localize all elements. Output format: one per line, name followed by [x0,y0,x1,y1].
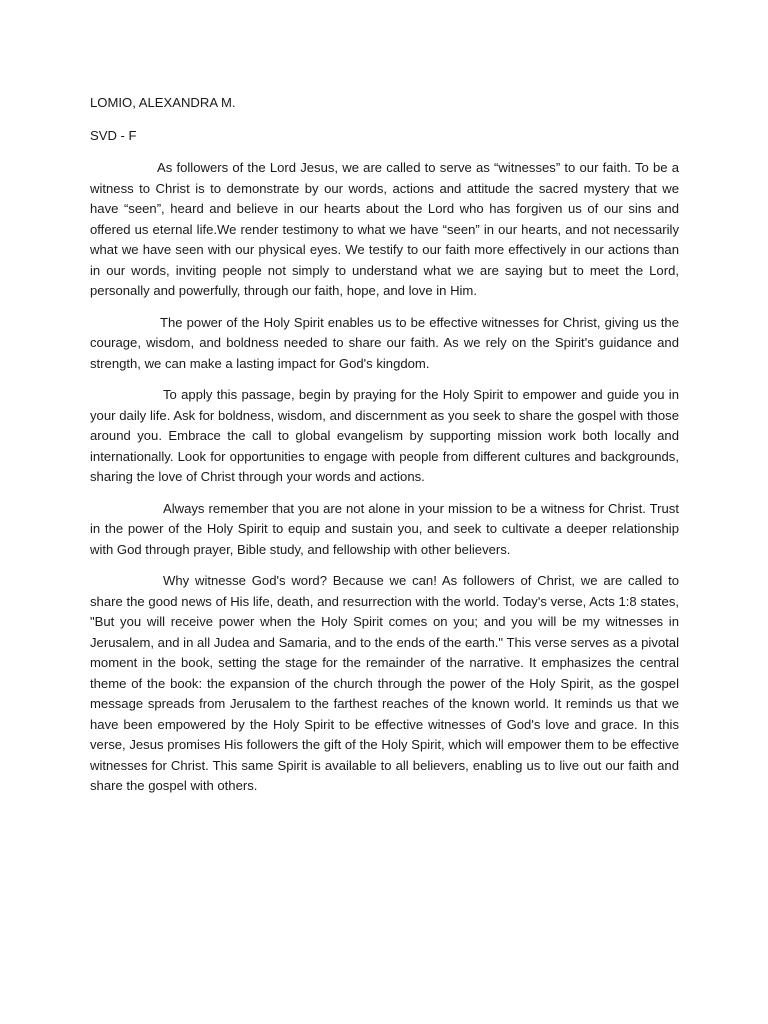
paragraph-why-witness: Why witnesse God's word? Because we can! As followers of Christ, we are called to share the good news of His life, death, and resurrection with the world. Today's verse, Acts 1:8 states, "But you will receive power when the Holy Spirit comes on you; and you will be my witnesses in Jerusalem, and in all Judea and Samaria, and to the ends of the earth." This verse serves as a pivotal moment in the book, setting the stage for the remainder of the narrative. It emphasizes the central theme of the book: the expansion of the church through the power of the Holy Spirit, as the gospel message spreads from Jerusalem to the farthest reaches of the known world. It reminds us that we have been empowered by the Holy Spirit to be effective witnesses of God's love and grace. In this verse, Jesus promises His followers the gift of the Holy Spirit, which will empower them to be effective witnesses for Christ. This same Spirit is available to all believers, enabling us to live out our faith and share the gospel with others. [90,573,679,793]
paragraph-holy-spirit-power: The power of the Holy Spirit enables us to be effective witnesses for Christ, giving us the courage, wisdom, and boldness needed to share our faith. As we rely on the Spirit's guidance and strength, we can make a lasting impact for God's kingdom. [90,314,679,371]
author-name: LOMIO, ALEXANDRA M. [90,95,236,110]
paragraph-not-alone: Always remember that you are not alone in your mission to be a witness for Christ. Trust in the power of the Holy Spirit to equip and sustain you, and seek to cultivate a deeper relationship with God through prayer, Bible study, and fellowship with other believers. [90,500,679,557]
paragraph-apply-passage: To apply this passage, begin by praying for the Holy Spirit to empower and guide you in your daily life. Ask for boldness, wisdom, and discernment as you seek to share the gospel with those around you. Embrace the call to global evangelism by supporting mission work both locally and internationally. Look for opportunities to engage with people from different cultures and backgrounds, sharing the love of Christ through your words and actions. [90,387,679,484]
paragraph-witnesses: As followers of the Lord Jesus, we are called to serve as “witnesses” to our faith. To be a witness to Christ is to demonstrate by our words, actions and attitude the sacred mystery that we have “seen”, heard and believe in our hearts about the Lord who has forgiven us of our sins and offered us eternal life.We render testimony to what we have “seen” in our hearts, and not necessarily what we have seen with our physical eyes. We testify to our faith more effectively in our actions than in our words, inviting people not simply to understand what we are saying but to meet the Lord, personally and powerfully, through our faith, hope, and love in Him. [90,160,679,298]
section-label: SVD - F [90,127,137,143]
document-page [90,93,679,808]
